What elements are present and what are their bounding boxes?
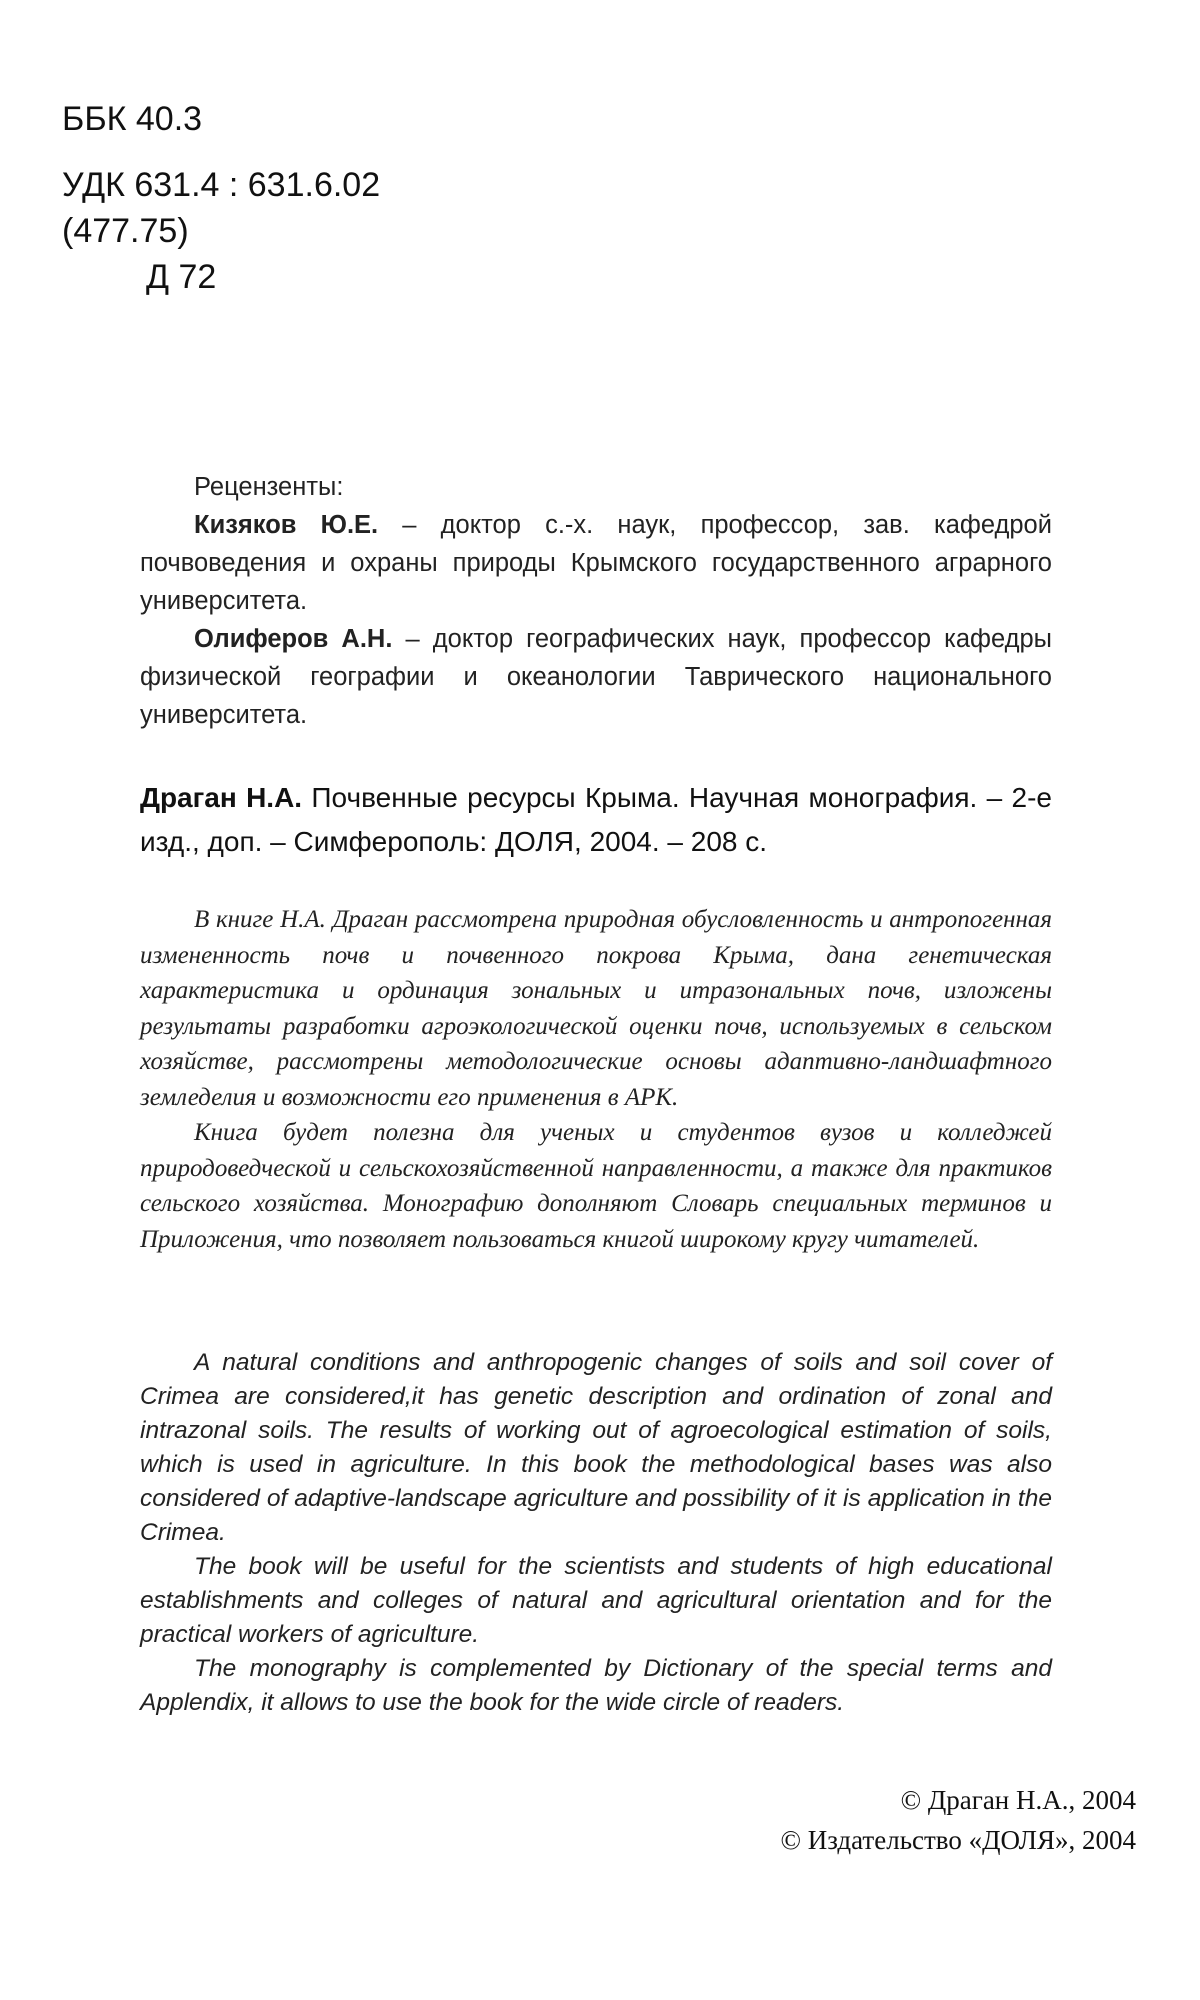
annotation-paragraph: Книга будет полезна для ученых и студентов вузов и колледжей природоведческой и сельскохозяйственной направленности, а также для практиков сельского хозяйства. Монографию дополняют Словарь специальных терминов и Приложения, что позволяет пользоваться книгой широкому кругу читателей. [140, 1119, 1052, 1253]
bbk-code: ББК 40.3 [62, 100, 203, 138]
classification-block [62, 96, 380, 300]
reviewer-entry [140, 620, 1052, 734]
copyright-author: © Драган Н.А., 2004 [900, 1785, 1136, 1815]
bibliographic-author: Драган Н.А. [140, 782, 303, 813]
copyright-block [780, 1780, 1136, 1860]
reviewer-name: Кизяков Ю.Е. [194, 511, 379, 539]
bibliographic-description: Почвенные ресурсы Крыма. Научная монография. – 2-е изд., доп. – Симферополь: ДОЛЯ, 2004. – 208 с. [140, 782, 1052, 857]
author-mark: Д 72 [146, 258, 217, 296]
annotation-russian [140, 902, 1052, 1257]
reviewer-entry [140, 506, 1052, 620]
bibliographic-record [140, 776, 1052, 864]
copyright-publisher: © Издательство «ДОЛЯ», 2004 [780, 1825, 1136, 1855]
udk-code: УДК 631.4 : 631.6.02 [62, 166, 381, 204]
reviewer-name: Олиферов А.Н. [194, 625, 393, 653]
reviewer-description: – доктор географических наук, профессор кафедры физической географии и океанологии Таврического национального университета. [140, 625, 1052, 729]
reviewer-description: – доктор с.-х. наук, профессор, зав. кафедрой почвоведения и охраны природы Крымского государственного аграрного университета. [140, 511, 1052, 615]
annotation-english [140, 1346, 1052, 1720]
annotation-paragraph: A natural conditions and anthropogenic changes of soils and soil cover of Crimea are considered,it has genetic description and ordination of zonal and intrazonal soils. The results of working out of agroecological estimation of soils, which is used in agriculture. In this book the methodological bases was also considered of adaptive-landscape agriculture and possibility of it is application in the Crimea. [140, 1349, 1052, 1546]
udk-region-code: (477.75) [62, 212, 189, 250]
annotation-paragraph: The monography is complemented by Dictionary of the special terms and Applendix, it allows to use the book for the wide circle of readers. [140, 1655, 1052, 1716]
reviewers-block [140, 468, 1052, 734]
annotation-paragraph: В книге Н.А. Драган рассмотрена природная обусловленность и антропогенная измененность почв и почвенного покрова Крыма, дана генетическая характеристика и ординация зональных и итразональных почв, изложены результаты разработки агроэкологической оценки почв, используемых в сельском хозяйстве, рассмотрены методологические основы адаптивно-ландшафтного земледелия и возможности его применения в АРК. [140, 906, 1052, 1111]
annotation-paragraph: The book will be useful for the scientists and students of high educational establishments and colleges of natural and agricultural orientation and for the practical workers of agriculture. [140, 1553, 1052, 1648]
reviewers-heading: Рецензенты: [194, 473, 344, 501]
